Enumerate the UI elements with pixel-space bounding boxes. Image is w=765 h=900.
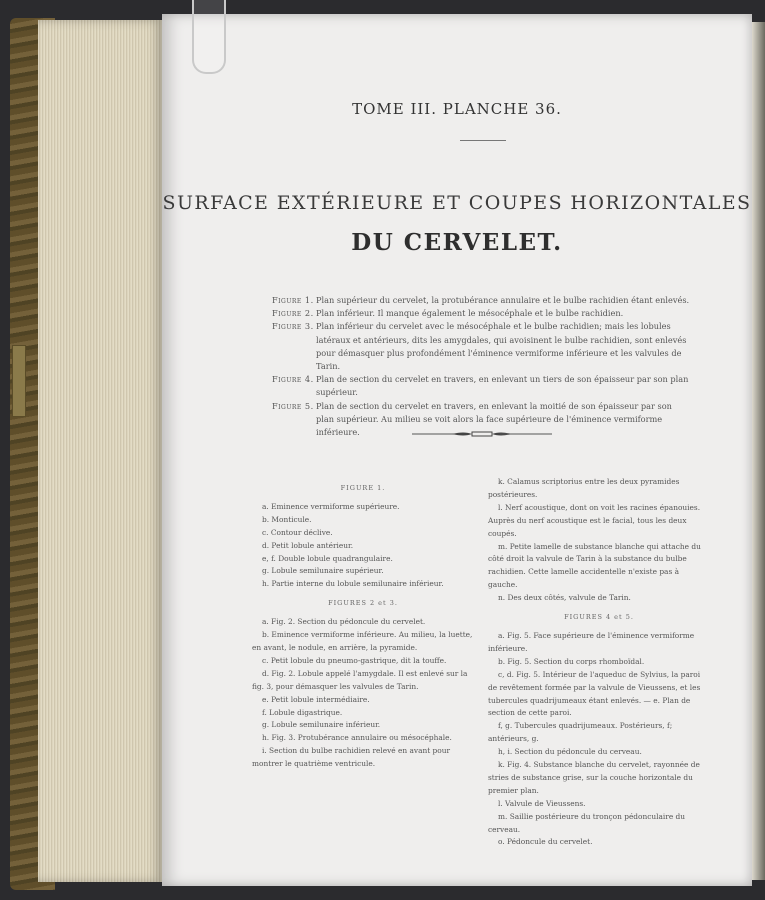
legend-item: a. Fig. 2. Section du pédoncule du cervelet. <box>262 617 426 627</box>
legend-right-column <box>488 476 710 849</box>
figure-item <box>272 307 692 320</box>
legend-item: a. Fig. 5. Face supérieure de l'éminence vermiforme inférieure. <box>488 630 695 653</box>
title-line-2: DU CERVELET. <box>351 229 563 256</box>
figure-label: Figure 2. <box>272 308 314 319</box>
legend-item: e. Petit lobule intermédiaire. <box>262 694 370 704</box>
figure-item <box>272 373 692 399</box>
legend-heading: FIGURE 1. <box>340 484 386 492</box>
legend-item: h. Partie interne du lobule semilunaire inférieur. <box>262 579 444 589</box>
legend-heading: FIGURES 2 et 3. <box>328 599 398 608</box>
legend-heading: FIGURES 4 et 5. <box>564 613 634 622</box>
figure-item <box>272 320 692 373</box>
legend-item: b. Monticule. <box>262 514 312 524</box>
plate-heading: TOME III. PLANCHE 36. <box>352 100 562 118</box>
title-line-1: SURFACE EXTÉRIEURE ET COUPES HORIZONTALES <box>162 192 752 214</box>
figure-text: Plan inférieur. Il manque également le mésocéphale et le bulbe rachidien. <box>316 308 624 319</box>
legend-item: b. Eminence vermiforme inférieure. Au milieu, la luette, en avant, le nodule, en arrière, la pyramide. <box>252 630 473 652</box>
figure-label: Figure 1. <box>272 295 314 305</box>
legend-item: g. Lobule semilunaire supérieur. <box>262 566 384 576</box>
paper-clip-icon <box>192 0 226 74</box>
legend-item: m. Petite lamelle de substance blanche qui attache du côté droit la valvule de Tarin à la substance du bulbe rachidien. Cette lamelle accidentelle n'existe pas à gauche. <box>488 541 701 590</box>
legend-item: h, i. Section du pédoncule du cerveau. <box>498 747 642 757</box>
figure-descriptions <box>272 294 692 439</box>
figure-text: Plan supérieur du cervelet, la protubérance annulaire et le bulbe rachidien étant enlevés. <box>316 295 690 305</box>
legend-item: f. Lobule digastrique. <box>262 707 343 717</box>
figure-label: Figure 5. <box>272 400 314 411</box>
legend-item: n. Des deux côtés, valvule de Tarin. <box>498 593 631 603</box>
legend-item: k. Fig. 4. Substance blanche du cervelet, rayonnée de stries de substance grise, sur la couche horizontale du premier plan. <box>488 760 700 795</box>
legend-item: i. Section du bulbe rachidien relevé en avant pour montrer le quatrième ventricule. <box>252 746 451 769</box>
legend-item: d. Petit lobule antérieur. <box>262 540 354 550</box>
right-page-edge <box>752 22 765 880</box>
legend-item: e, f. Double lobule quadrangulaire. <box>262 553 393 563</box>
legend-item: c. Petit lobule du pneumo-gastrique, dit la touffe. <box>262 655 447 665</box>
figure-label: Figure 4. <box>272 374 314 385</box>
heading-rule <box>460 140 506 141</box>
legend-item: m. Saillie postérieure du tronçon pédonculaire du cerveau. <box>488 811 686 834</box>
legend-item: g. Lobule semilunaire inférieur. <box>262 720 381 730</box>
legend-item: d. Fig. 2. Lobule appelé l'amygdale. Il est enlevé sur la fig. 3, pour démasquer les valvules de Tarin. <box>252 668 468 691</box>
legend-item: h. Fig. 3. Protubérance annulaire ou mésocéphale. <box>262 733 452 743</box>
legend-item: f, g. Tubercules quadrijumeaux. Postérieurs, f; antérieurs, g. <box>488 721 673 744</box>
legend-item: c, d. Fig. 5. Intérieur de l'aqueduc de Sylvius, la paroi de revêtement formée par la valvule de Vieussens, et les tubercules quadrijumeaux étant enlevés. — e. Plan de section de cette paroi. <box>488 669 701 718</box>
legend-item: k. Calamus scriptorius entre les deux pyramides postérieures. <box>488 477 680 499</box>
ornament-divider <box>412 430 552 438</box>
figure-item <box>272 294 692 307</box>
legend-item: l. Nerf acoustique, dont on voit les racines épanouies. Auprès du nerf acoustique est le facial, tous les deux coupés. <box>488 502 701 538</box>
legend-item: a. Eminence vermiforme supérieure. <box>262 501 400 511</box>
figure-text: Plan de section du cervelet en travers, en enlevant un tiers de son épaisseur par son plan supérieur. <box>316 374 689 398</box>
legend-left-column <box>252 476 474 771</box>
legend-item: o. Pédoncule du cervelet. <box>498 837 593 847</box>
page-edges <box>38 20 163 882</box>
legend-item: c. Contour déclive. <box>262 527 333 537</box>
figure-label: Figure 3. <box>272 321 314 332</box>
legend-item: l. Valvule de Vieussens. <box>498 798 586 808</box>
figure-text: Plan inférieur du cervelet avec le mésocéphale et le bulbe rachidien; mais les lobules latéraux et antérieurs, dits les amygdales, qui avoisinent le bulbe rachidien, sont enlevés pour démasquer plus profondément l'éminence vermiforme inférieure et les valvules de Tarin. <box>316 321 687 372</box>
book-clasp <box>12 345 26 417</box>
figure-text: Plan de section du cervelet en travers, en enlevant la moitié de son épaisseur par son plan supérieur. Au milieu se voit alors la face supérieure de l'éminence vermiforme inférieure. <box>316 400 672 438</box>
legend-item: b. Fig. 5. Section du corps rhomboïdal. <box>498 656 645 666</box>
